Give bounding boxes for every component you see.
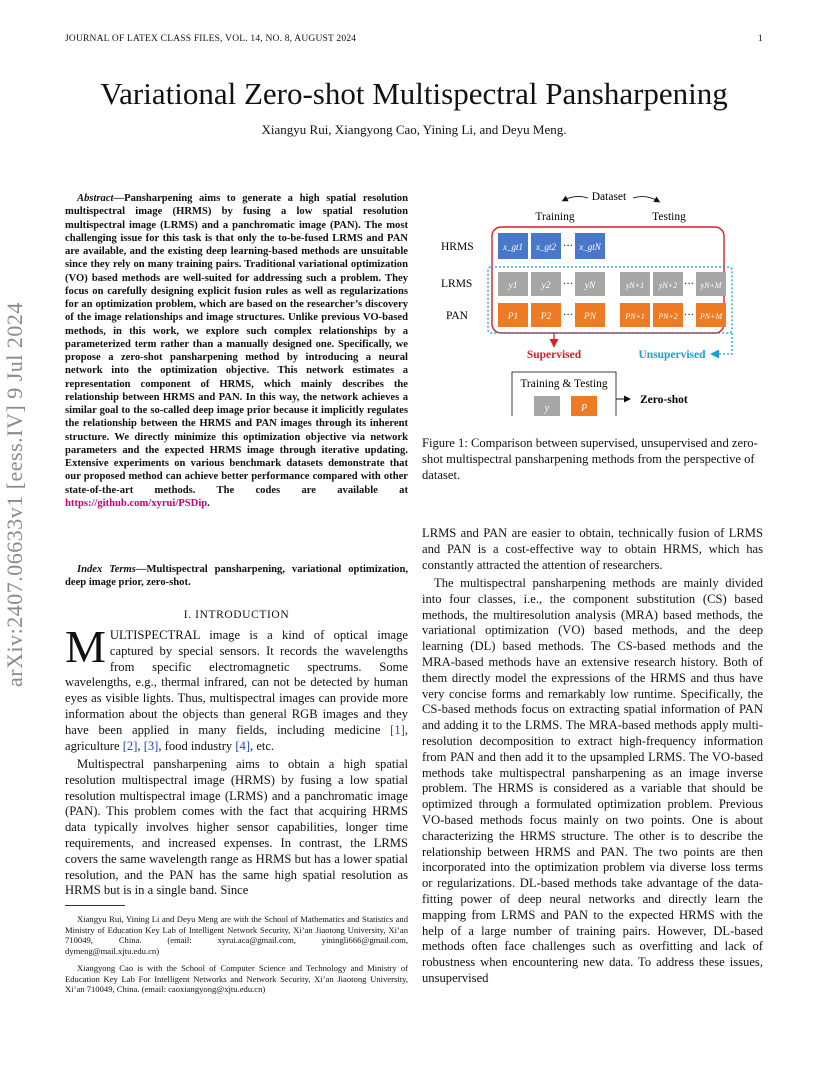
footnote-rule bbox=[65, 905, 125, 906]
citation-4[interactable]: [4] bbox=[235, 738, 251, 753]
label-zero-shot: Zero-shot bbox=[640, 394, 688, 406]
running-header: JOURNAL OF LATEX CLASS FILES, VOL. 14, NO. 8, AUGUST 2024 bbox=[65, 34, 357, 44]
cell-hrms-2-label: x_gt2 bbox=[536, 242, 556, 252]
arrow-dataset-testing bbox=[633, 197, 658, 201]
cell-pan-2-label: P2 bbox=[540, 312, 552, 322]
citation-1[interactable]: [1] bbox=[390, 722, 405, 737]
cell-hrms-n-label: x_gtN bbox=[579, 242, 601, 252]
arxiv-stamp: arXiv:2407.06633v1 [eess.IV] 9 Jul 2024 bbox=[2, 302, 27, 688]
cell-lrms-n2-label: yN+2 bbox=[658, 281, 678, 290]
page-number: 1 bbox=[758, 34, 763, 44]
intro-p1-text-d: , etc. bbox=[250, 738, 275, 753]
intro-p1-sep: , bbox=[137, 738, 144, 753]
footnote-affiliation-1: Xiangyu Rui, Yining Li and Deyu Meng are with the School of Mathematics and Statistics and Ministry of Education Key Lab of Intelligent Network Security, Xi’an Jiaotong University, Xi’an 710049, China. (email: xyrui.aca@gmail.com, yiningli666@gmail.com, dymeng@mail.xjtu.edu.cn) bbox=[65, 914, 408, 956]
cell-lrms-n1-label: yN+1 bbox=[625, 281, 645, 290]
arrow-dataset-training bbox=[564, 196, 588, 200]
cell-pan-n2-label: PN+2 bbox=[658, 312, 678, 321]
dots-pan-test: ··· bbox=[684, 310, 694, 321]
intro-p1-text-a: ULTISPECTRAL image is a kind of optical image captured by special sensors. It records the wavelengths from specific electromagnetic spectrums. Some wavelengths, e.g., thermal infrared, can not be detected by human eyes as visible lights. Thus, multispectral images can provide more information about the objects than general RGB images and they have been applied in many fields, including medicine bbox=[65, 628, 408, 737]
cell-pan-n-label: PN bbox=[583, 312, 597, 322]
figure-caption: Figure 1: Comparison between supervised, unsupervised and zero-shot multispectral pansharpening methods from the perspective of dataset. bbox=[422, 436, 758, 482]
cell-pan-n1-label: PN+1 bbox=[625, 312, 645, 321]
label-unsupervised: Unsupervised bbox=[638, 349, 706, 361]
cell-hrms-1-label: x_gt1 bbox=[503, 242, 523, 252]
index-terms-text: —Multispectral pansharpening, variational optimization, deep image prior, zero-shot. bbox=[65, 564, 408, 589]
abstract-text: —Pansharpening aims to generate a high spatial resolution multispectral image (HRMS) by fusing a low spatial resolution multispectral image (LRMS) and a panchromatic image (PAN). The most challenging issue for this task is that only the to-be-fused LRMS and PAN are available, and the existing deep learning-based methods are unsuitable since they rely on many training pairs. Traditional variational optimization (VO) based methods are well-suited for addressing such a problem. They focus on carefully designing explicit fusion rules as well as regularizations for an optimization problem, which are based on the researcher’s discovery of the image relationships and image structures. Unlike previous VO-based methods, in this work, we explore such complex relationships by a parameterized term rather than a manually designed one. Specifically, we propose a zero-shot pansharpening method by introducing a neural network into the optimization objective. This network estimates a representation component of HRMS, which mainly describes the relationship between HRMS and PAN. In this way, the network achieves a similar goal to the so-called deep image prior because it implicitly regulates the relationship between the HRMS and PAN images through its inherent structure. We directly minimize this optimization objective via network parameters and the expected HRMS image through iterative updating. Extensive experiments on various benchmark datasets demonstrate that our proposed method can achieve better performance compared with other state-of-the-art methods. The codes are available at bbox=[65, 193, 408, 496]
cell-lrms-1-label: y1 bbox=[508, 281, 518, 291]
dots-lrms-test: ··· bbox=[684, 279, 694, 290]
citation-3[interactable]: [3] bbox=[143, 738, 159, 753]
abstract-end: . bbox=[207, 497, 210, 509]
cell-lrms-nm-label: yN+M bbox=[700, 281, 722, 290]
cell-lrms-2-label: y2 bbox=[541, 281, 551, 291]
cell-lrms-n-label: yN bbox=[584, 281, 596, 291]
intro-p1-text-c: , food industry bbox=[158, 738, 236, 753]
label-dataset: Dataset bbox=[591, 191, 627, 203]
cell-pan-nm-label: PN+M bbox=[699, 312, 723, 321]
arrow-unsupervised bbox=[714, 333, 732, 354]
label-training: Training bbox=[535, 211, 575, 223]
drop-cap: M bbox=[65, 621, 106, 672]
cell-zero-shot-pan-label: P bbox=[580, 403, 588, 414]
intro-paragraph-2: Multispectral pansharpening aims to obtain a high spatial resolution multispectral image (HRMS) by fusing a low spatial resolution multispectral image (LRMS) and a panchromatic image (PAN). This problem comes with the fact that acquiring HRMS data typically involves higher sensor capabilities, longer time requirements, and increased expenses. In contrast, the LRMS covers the same wavelength range as HRMS but has a lower spatial resolution, and the PAN has the same high spatial resolution as HRMS but is in a single band. Since bbox=[65, 757, 408, 898]
label-training-testing: Training & Testing bbox=[520, 378, 608, 390]
dots-pan-train: ··· bbox=[563, 310, 573, 321]
cell-pan-1-label: P1 bbox=[507, 312, 519, 322]
label-testing: Testing bbox=[652, 211, 686, 223]
paper-title: Variational Zero-shot Multispectral Pansharpening bbox=[100, 76, 728, 111]
figure-dataset-comparison bbox=[428, 186, 778, 416]
citation-2[interactable]: [2] bbox=[122, 738, 138, 753]
index-terms-label: Index Terms bbox=[77, 564, 136, 575]
cell-zero-shot-lrms-label: y bbox=[544, 403, 550, 414]
section-heading-introduction: I. INTRODUCTION bbox=[183, 609, 290, 621]
intro-p1-text-b: , agriculture bbox=[65, 722, 408, 753]
abstract-label: Abstract bbox=[77, 193, 114, 204]
abstract bbox=[65, 192, 408, 510]
index-terms bbox=[65, 563, 408, 590]
row-label-lrms: LRMS bbox=[441, 278, 473, 290]
row-label-pan: PAN bbox=[446, 310, 468, 322]
right-paragraph-2: The multispectral pansharpening methods are mainly divided into four classes, i.e., the component substitution (CS) based methods, the multiresolution analysis (MRA) based methods, the variational optimization (VO) based methods, and the deep learning (DL) based methods. The CS-based methods and the MRA-based methods have an extensive research history. Both of them directly model the expressions of the HRMS and thus have very concise forms and remarkably low runtime. Specifically, the CS-based methods focus on extracting spatial information of PAN and adding it to the LRMS. The MRA-based methods apply multi-resolution decomposition to extract high-frequency information from PAN and then add it to the upsampled LRMS. The VO-based methods take multispectral pansharpening as an image inverse problem. The HRMS is considered as a variable that should be optimized through a formulated optimization problem. Previous VO-based methods focus mainly on two points. One is about characterizing the HRMS structure. The other is to describe the relationship between HRMS and PAN. The two points are then incorporated into the optimization problem via diverse loss terms or regularizations. DL-based methods take advantage of the data-fitting power of deep neural networks and directly learn the mapping from LRMS and PAN to the expected HRMS with the help of a large number of training pairs. However, DL-based methods often face challenges such as overfitting and lack of robustness when encountering new data. To address these issues, unsupervised bbox=[422, 576, 763, 985]
dots-hrms: ··· bbox=[563, 241, 573, 252]
intro-paragraph-1 bbox=[65, 621, 408, 754]
dots-lrms-train: ··· bbox=[563, 279, 573, 290]
footnote-affiliation-2: Xiangyong Cao is with the School of Computer Science and Technology and Ministry of Education Key Lab For Intelligent Networks and Network Security, Xi’an Jiaotong University, Xi’an 710049, China. (email: caoxiangyong@xjtu.edu.cn) bbox=[65, 963, 408, 995]
code-link[interactable]: https://github.com/xyrui/PSDip bbox=[65, 497, 208, 509]
right-paragraph-1: LRMS and PAN are easier to obtain, technically fusion of LRMS and PAN is a cost-effective way to obtain HRMS, which has constantly attracted the attention of researchers. bbox=[422, 526, 763, 572]
author-list: Xiangyu Rui, Xiangyong Cao, Yining Li, and Deyu Meng. bbox=[261, 122, 567, 137]
row-label-hrms: HRMS bbox=[441, 241, 474, 253]
label-supervised: Supervised bbox=[526, 349, 582, 361]
